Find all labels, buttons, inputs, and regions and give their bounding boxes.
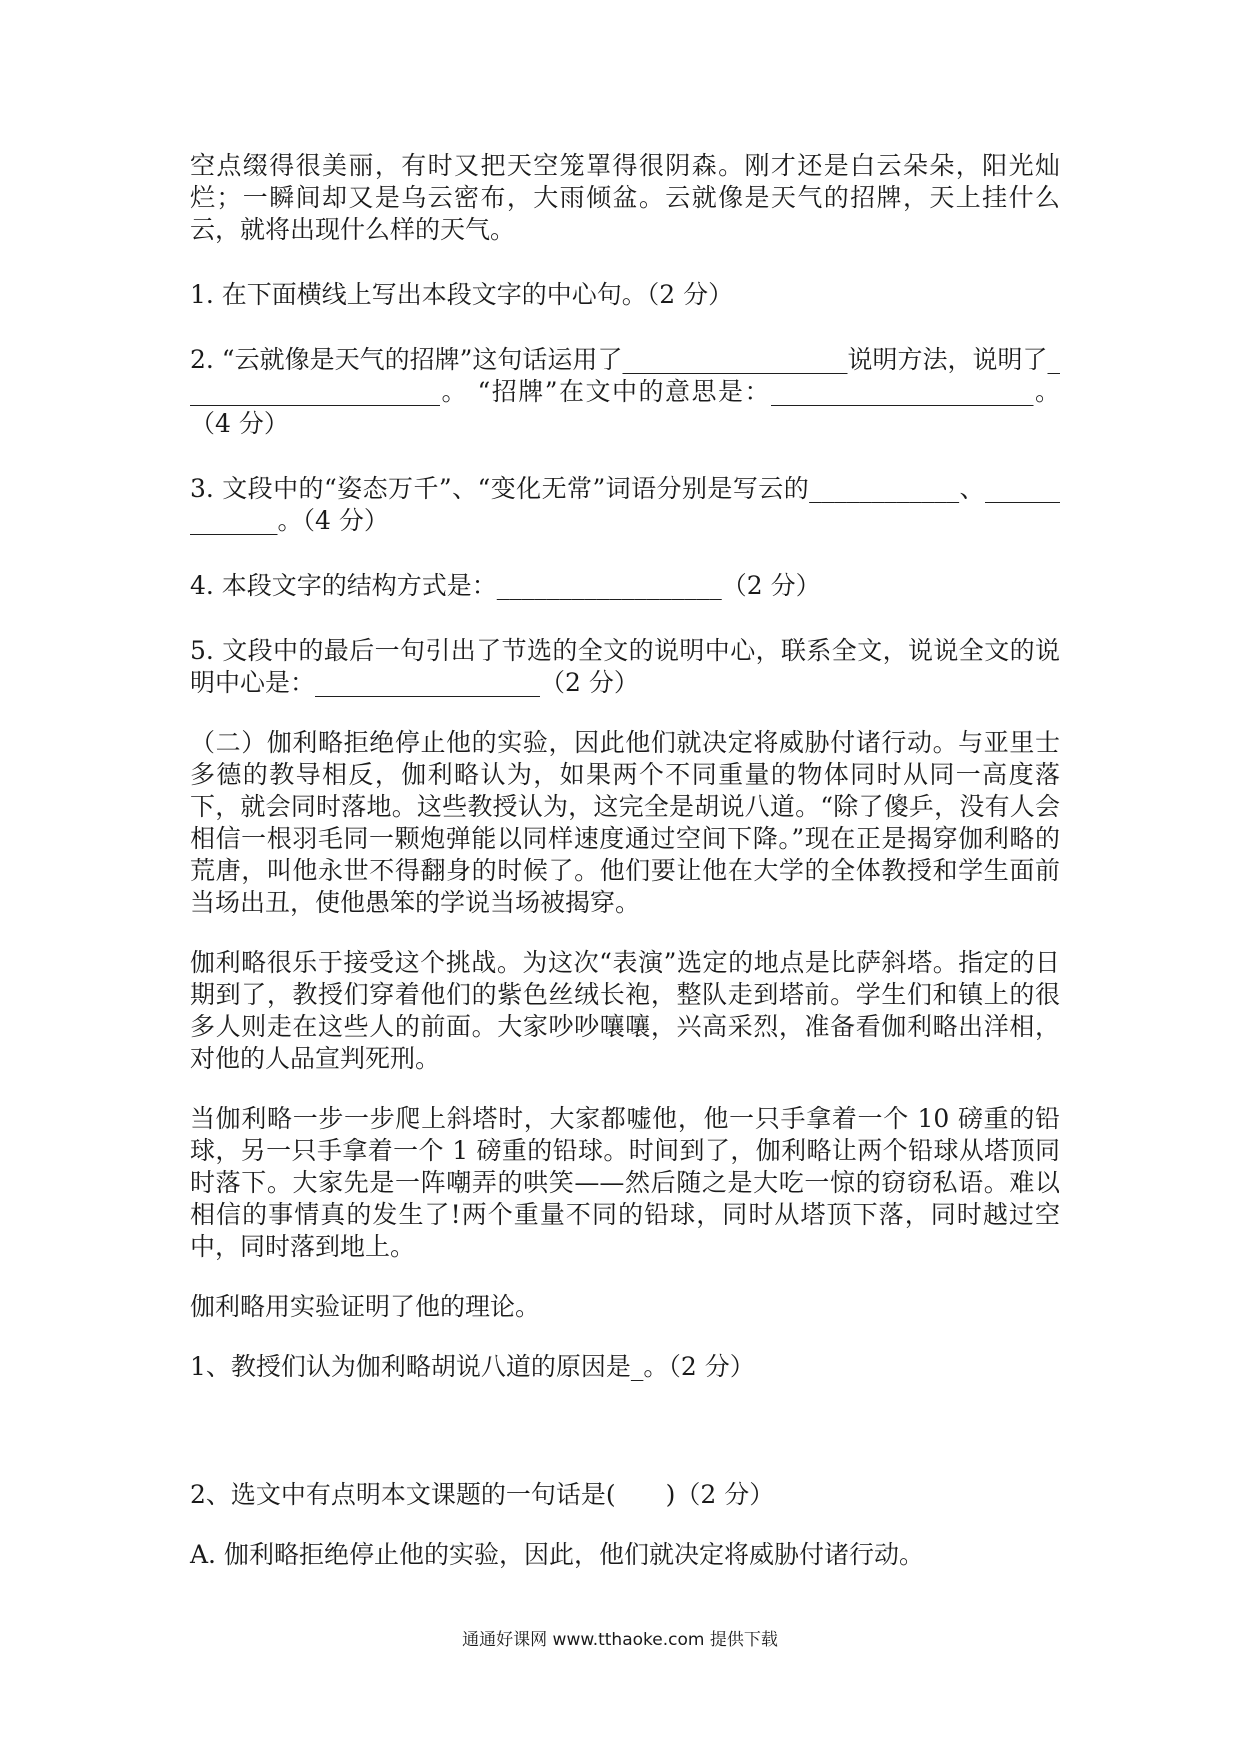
question-2-1: 1、教授们认为伽利略胡说八道的原因是_。（2 分）: [190, 1352, 755, 1381]
intro-paragraph: 空点缀得很美丽，有时又把天空笼罩得很阴森。刚才还是白云朵朵，阳光灿烂；一瞬间却又是乌云密布，大雨倾盆。云就像是天气的招牌，天上挂什么云，就将出现什么样的天气。: [190, 151, 1060, 244]
page-footer: 通通好课网 www.tthaoke.com 提供下载: [462, 1630, 778, 1650]
passage-paragraph: 伽利略很乐于接受这个挑战。为这次“表演”选定的地点是比萨斜塔。指定的日期到了，教授们穿着他们的紫色丝绒长袍，整队走到塔前。学生们和镇上的很多人则走在这些人的前面。大家吵吵嚷嚷，兴高采烈，准备看伽利略出洋相，对他的人品宣判死刑。: [190, 948, 1060, 1073]
question-2: 2. “云就像是天气的招牌”这句话运用了__________________说明方法，说明了_____________________。 “招牌”在文中的意思是：_____________________。（4 分）: [190, 345, 1060, 438]
answer-option-a: A. 伽利略拒绝停止他的实验，因此，他们就决定将威胁付诸行动。: [190, 1540, 924, 1569]
passage-paragraph: 当伽利略一步一步爬上斜塔时，大家都嘘他，他一只手拿着一个 10 磅重的铅球，另一只手拿着一个 1 磅重的铅球。时间到了，伽利略让两个铅球从塔顶同时落下。大家先是一阵嘲弄的哄笑——然后随之是大吃一惊的窃窃私语。难以相信的事情真的发生了!两个重量不同的铅球，同时从塔顶下落，同时越过空中，同时落到地上。: [190, 1104, 1060, 1261]
passage-paragraph: 伽利略用实验证明了他的理论。: [190, 1292, 541, 1321]
document-body: [190, 150, 1060, 1571]
question-1: 1. 在下面横线上写出本段文字的中心句。（2 分）: [190, 280, 734, 309]
passage-paragraph: （二）伽利略拒绝停止他的实验，因此他们就决定将威胁付诸行动。与亚里士多德的教导相反，伽利略认为，如果两个不同重量的物体同时从同一高度落下，就会同时落地。这些教授认为，这完全是胡说八道。“除了傻乒，没有人会相信一根羽毛同一颗炮弹能以同样速度通过空间下降。”现在正是揭穿伽利略的荒唐，叫他永世不得翻身的时候了。他们要让他在大学的全体教授和学生面前当场出丑，使他愚笨的学说当场被揭穿。: [190, 728, 1060, 917]
question-4: 4. 本段文字的结构方式是：__________________（2 分）: [190, 571, 821, 600]
question-3: 3. 文段中的“姿态万千”、“变化无常”词语分别是写云的____________、_____________。（4 分）: [190, 474, 1060, 535]
question-5: 5. 文段中的最后一句引出了节选的全文的说明中心，联系全文，说说全文的说明中心是：__________________（2 分）: [190, 636, 1060, 697]
question-2-2: 2、选文中有点明本文课题的一句话是( )（2 分）: [190, 1480, 775, 1509]
